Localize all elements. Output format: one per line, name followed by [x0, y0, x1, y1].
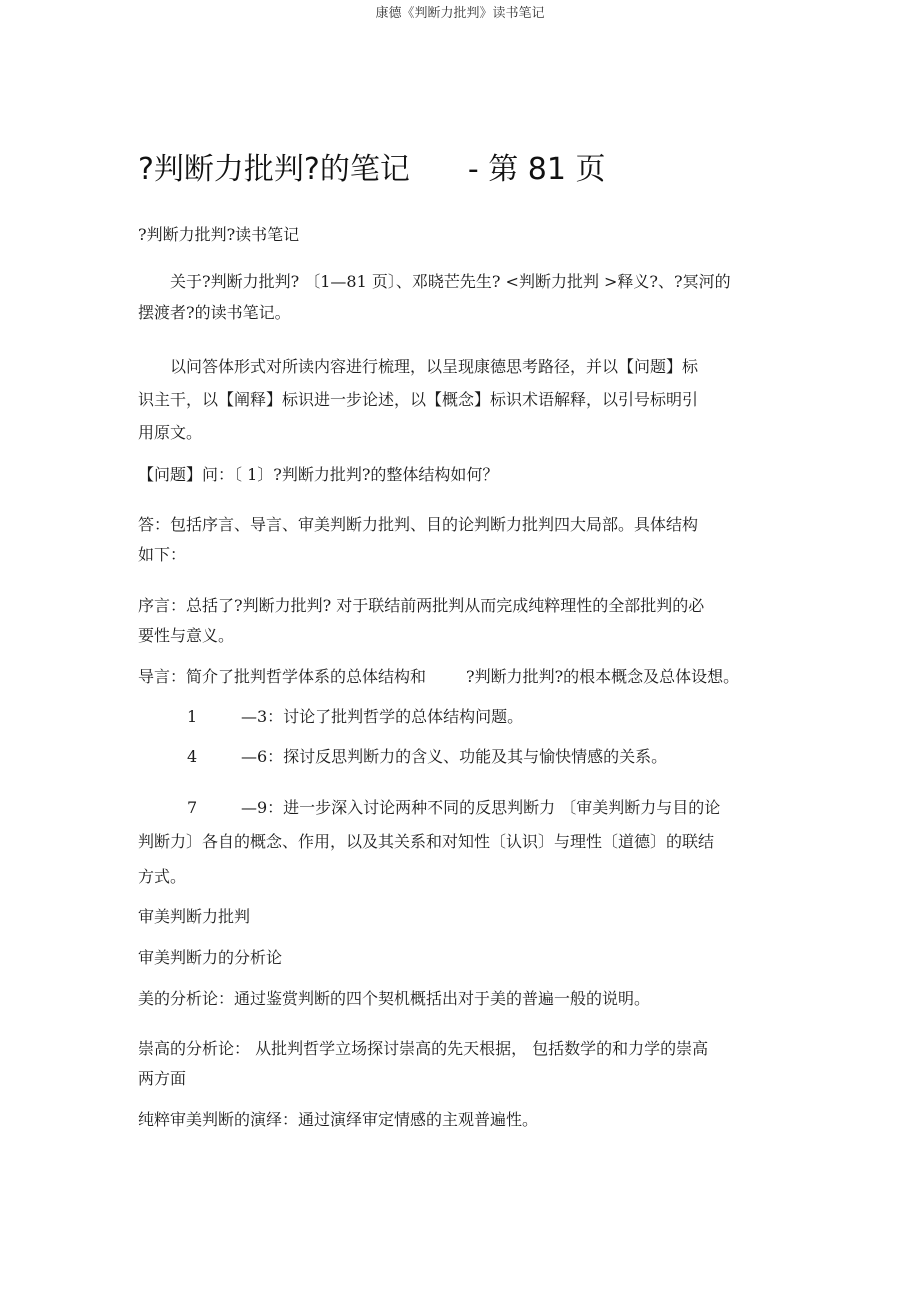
- section-number: 1: [187, 707, 198, 726]
- answer-line-1: 答：包括序言、导言、审美判断力批判、目的论判断力批判四大局部。具体结构: [138, 515, 699, 534]
- method-line-1: 以问答体形式对所读内容进行梳理，以呈现康德思考路径，并以【问题】标: [170, 357, 699, 376]
- section-7-continued-1: 判断力〕各自的概念、作用，以及其关系和对知性〔认识〕与理性〔道德〕的联结: [138, 832, 715, 851]
- method-line-2: 识主干，以【阐释】标识进一步论述，以【概念】标识术语解释，以引号标明引: [138, 390, 699, 409]
- method-line-3: 用原文。: [138, 423, 203, 442]
- answer-line-2: 如下：: [138, 545, 187, 564]
- intro-line-2: 摆渡者?的读书笔记。: [138, 303, 291, 322]
- section-text: —6：探讨反思判断力的含义、功能及其与愉快情感的关系。: [241, 747, 668, 766]
- title-main: ?判断力批判?的笔记: [138, 152, 410, 187]
- page-header: 康德《判断力批判》读书笔记: [375, 6, 545, 21]
- section-number: 4: [187, 747, 198, 766]
- introduction-summary-a: 导言：简介了批判哲学体系的总体结构和: [138, 667, 427, 686]
- introduction-summary-b: ?判断力批判?的根本概念及总体设想。: [466, 667, 740, 686]
- section-text: —3：讨论了批判哲学的总体结构问题。: [241, 707, 524, 726]
- intro-line-1: 关于?判断力批判? 〔1—81 页〕、邓晓芒先生? <判断力批判 >释义?、?冥河的: [170, 272, 731, 291]
- sublime-analytic-line-2: 两方面: [138, 1069, 187, 1088]
- aesthetic-analytic-heading: 审美判断力的分析论: [138, 948, 283, 967]
- aesthetic-heading: 审美判断力批判: [138, 907, 251, 926]
- preface-line-2: 要性与意义。: [138, 626, 235, 645]
- question-1: 【问题】问：〔 1〕?判断力批判?的整体结构如何？: [138, 465, 499, 484]
- subtitle: ?判断力批判?读书笔记: [138, 225, 300, 244]
- beauty-analytic: 美的分析论：通过鉴赏判断的四个契机概括出对于美的普遍一般的说明。: [138, 989, 651, 1008]
- page-title: [138, 144, 605, 188]
- preface-line-1: 序言：总括了?判断力批判? 对于联结前两批判从而完成纯粹理性的全部批判的必: [138, 596, 705, 615]
- section-number: 7: [187, 798, 198, 817]
- section-text: —9：进一步深入讨论两种不同的反思判断力 〔审美判断力与目的论: [241, 798, 721, 817]
- sublime-analytic-line-1: 崇高的分析论： 从批判哲学立场探讨崇高的先天根据， 包括数学的和力学的崇高: [138, 1039, 709, 1058]
- introduction-summary: [138, 667, 739, 687]
- title-page-number: - 第 81 页: [467, 152, 606, 187]
- section-7-continued-2: 方式。: [138, 867, 187, 886]
- deduction: 纯粹审美判断的演绎：通过演绎审定情感的主观普遍性。: [138, 1110, 539, 1129]
